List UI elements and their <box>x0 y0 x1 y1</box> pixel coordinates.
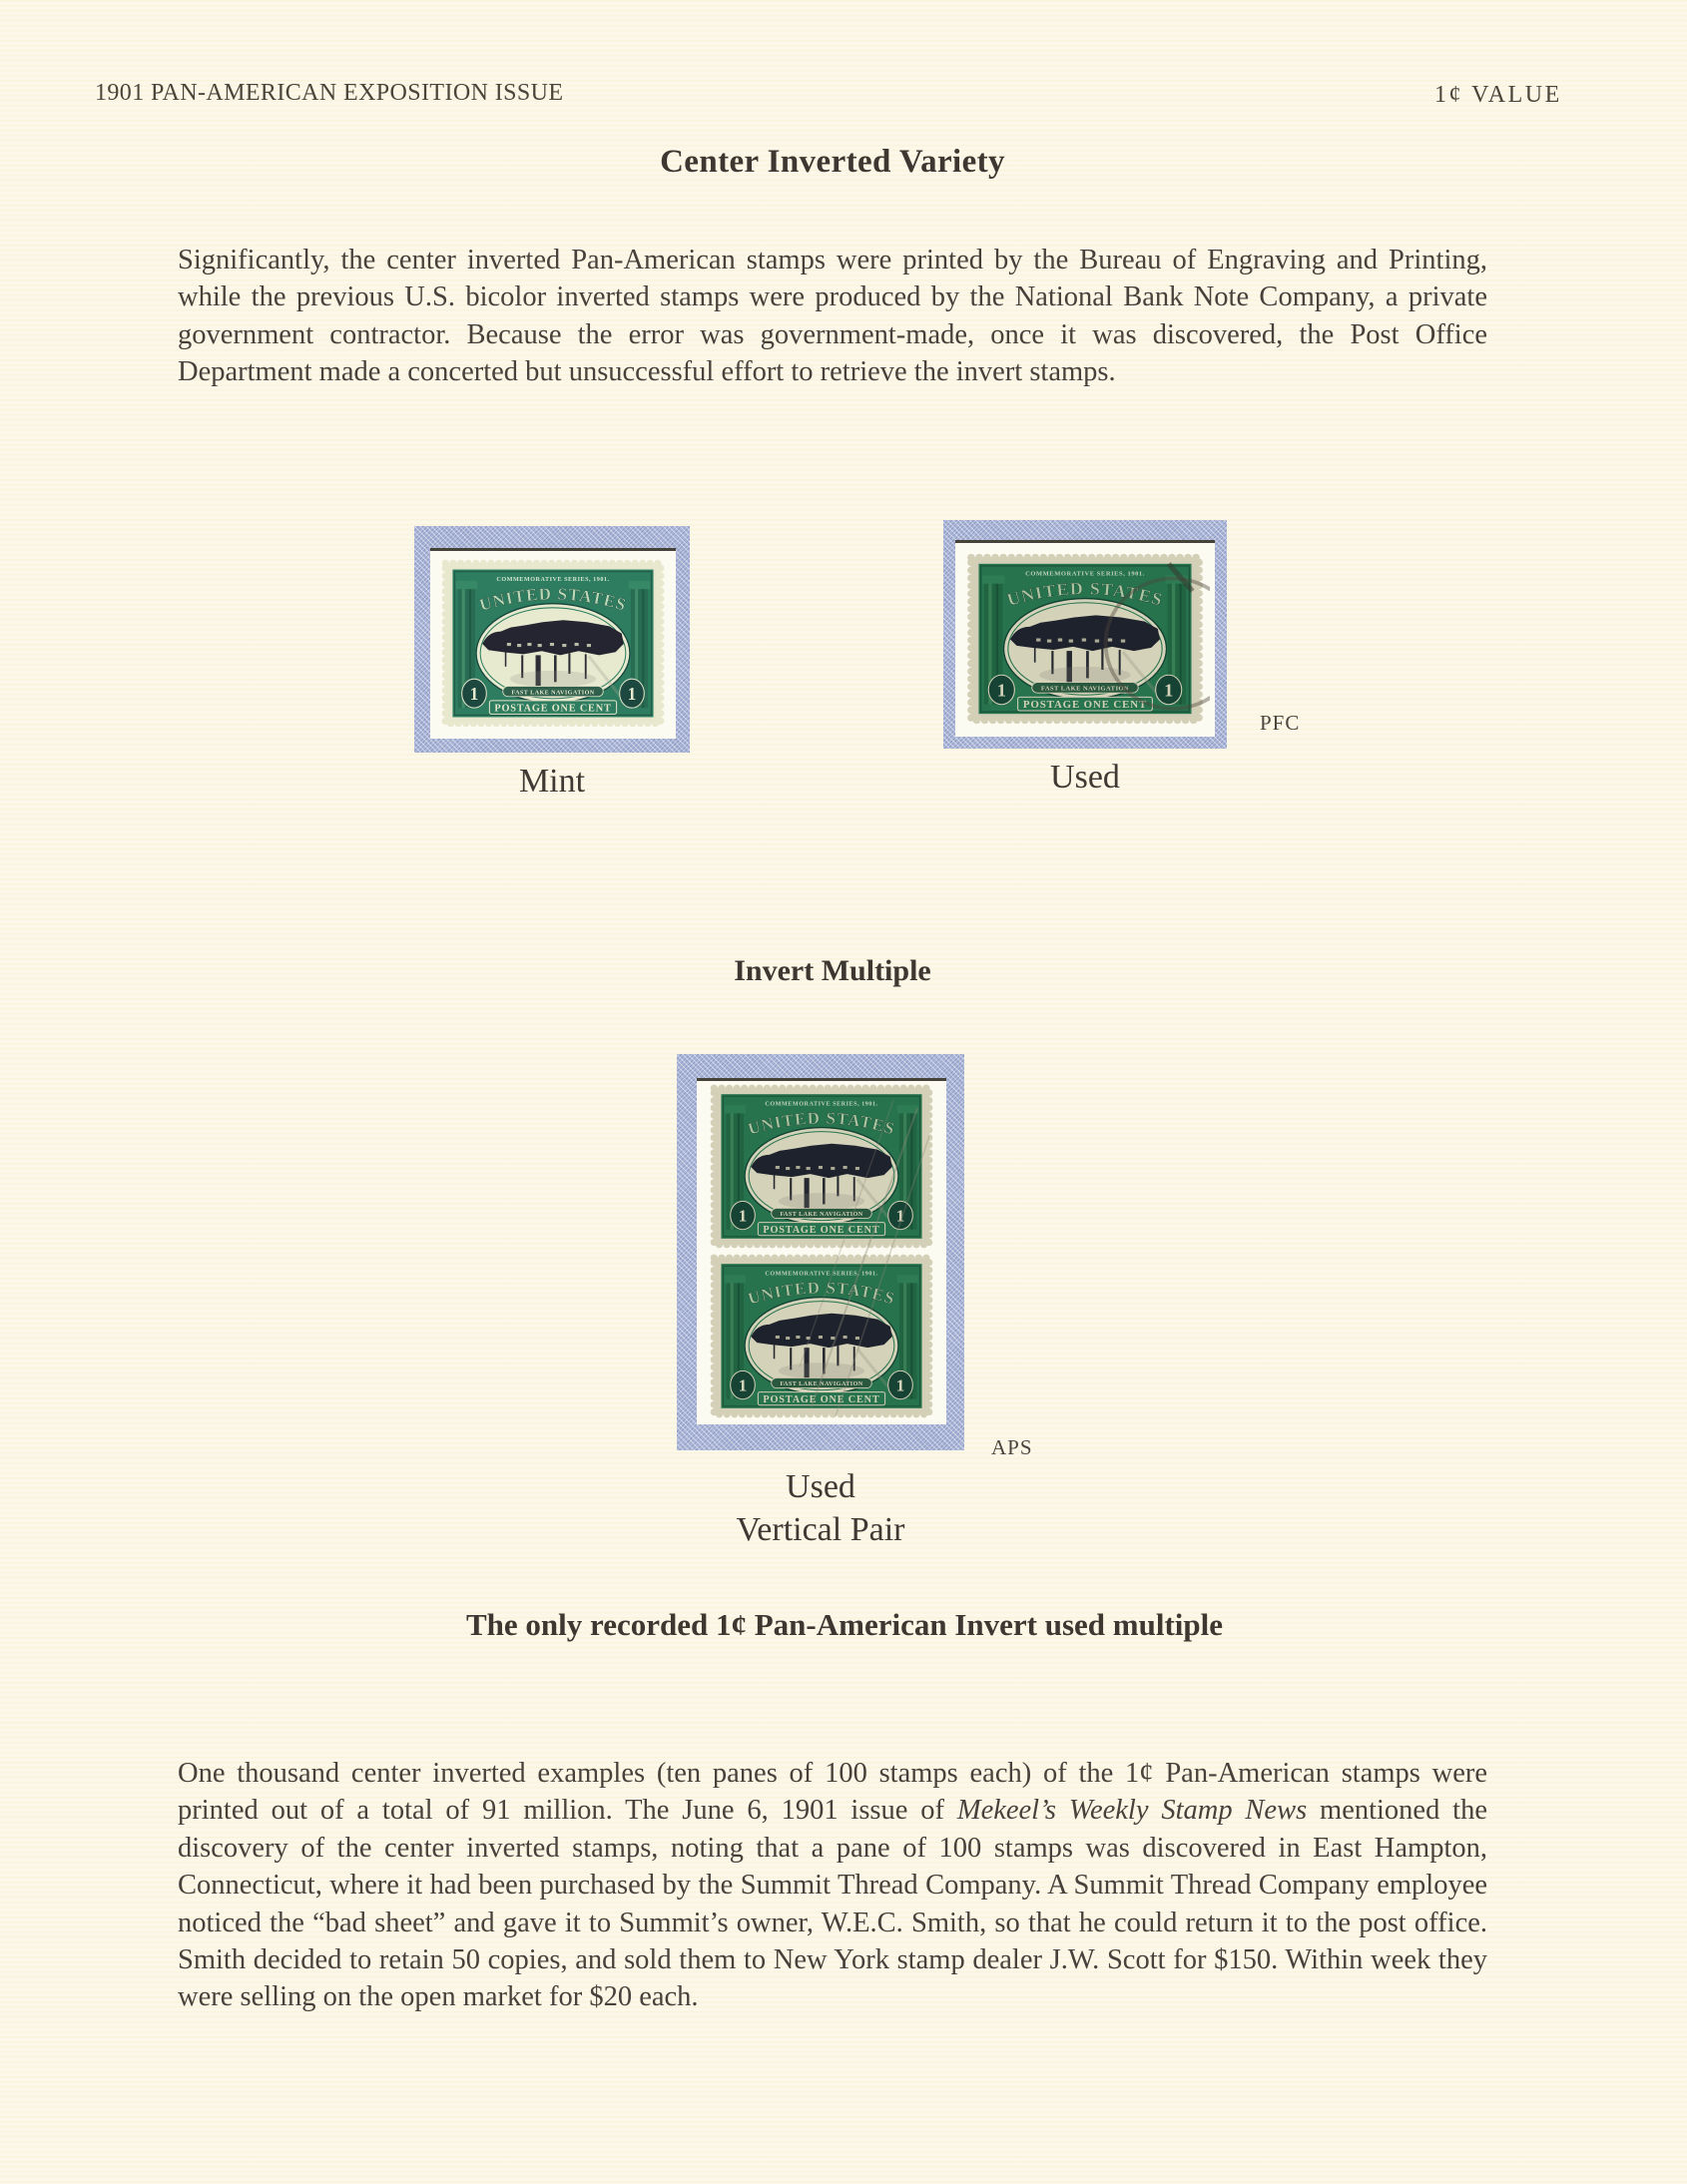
closing-paragraph-part1: One thousand center inverted examples (ten panes of 100 stamps each) of the 1¢ Pan-American stamps were printed out of a total of 91 million. The June 6, 1901 issue of <box>178 1758 1487 1827</box>
used-caption: Used <box>1050 759 1120 796</box>
pair-caption-line1: Used <box>786 1468 855 1505</box>
used-stamp-mount <box>943 520 1227 749</box>
intro-paragraph: Significantly, the center inverted Pan-American stamps were printed by the Bureau of Engraving and Printing, while the previous U.S. bicolor inverted stamps were produced by the National Bank Note Company, a private government contractor. Because the error was government-made, once it was discovered, the Post Office Department made a concerted but unsuccessful effort to retrieve the invert stamps. <box>178 245 1487 388</box>
page-title: Center Inverted Variety <box>660 144 1005 180</box>
pair-bottom-stamp-image <box>704 1248 939 1424</box>
aps-expertizing-mark: APS <box>991 1435 1033 1459</box>
used-stamp-image <box>960 547 1210 731</box>
used-stamp <box>960 547 1210 731</box>
closing-paragraph-italic: Mekeel’s Weekly Stamp News <box>956 1795 1308 1827</box>
vertical-pair-stamp <box>704 1078 939 1424</box>
mint-caption: Mint <box>518 763 586 800</box>
mint-mount-card <box>430 548 676 739</box>
section-heading: Invert Multiple <box>734 954 931 987</box>
pfc-expertizing-mark: PFC <box>1260 711 1301 735</box>
pair-top-stamp-image <box>704 1078 939 1255</box>
page-header-right: 1¢ VALUE <box>1434 82 1562 108</box>
mint-stamp-mount <box>414 526 690 753</box>
pair-caption <box>677 1465 964 1551</box>
closing-paragraph <box>178 1755 1487 2016</box>
mint-stamp-image <box>435 553 671 734</box>
closing-paragraph-part2: mentioned the discovery of the center inverted stamps, noting that a pane of 100 stamps was discovered in East Hampton, Connecticut, where it had been purchased by the Summit Thread Company. A Summit Thread Company employee noticed the “bad sheet” and gave it to Summit’s owner, W.E.C. Smith, so that he could return it to the post office. Smith decided to retain 50 copies, and sold them to New York stamp dealer J.W. Scott for $150. Within week they were selling on the open market for $20 each. <box>178 1795 1487 2013</box>
pair-caption-line2: Vertical Pair <box>736 1511 905 1548</box>
mint-stamp <box>435 553 671 734</box>
used-mount-card <box>955 540 1215 737</box>
pair-stamp-mount <box>677 1054 964 1450</box>
highlight-statement: The only recorded 1¢ Pan-American Invert used multiple <box>465 1607 1224 1642</box>
pair-mount-card <box>697 1078 946 1424</box>
page-header-left: 1901 PAN-AMERICAN EXPOSITION ISSUE <box>95 80 564 106</box>
